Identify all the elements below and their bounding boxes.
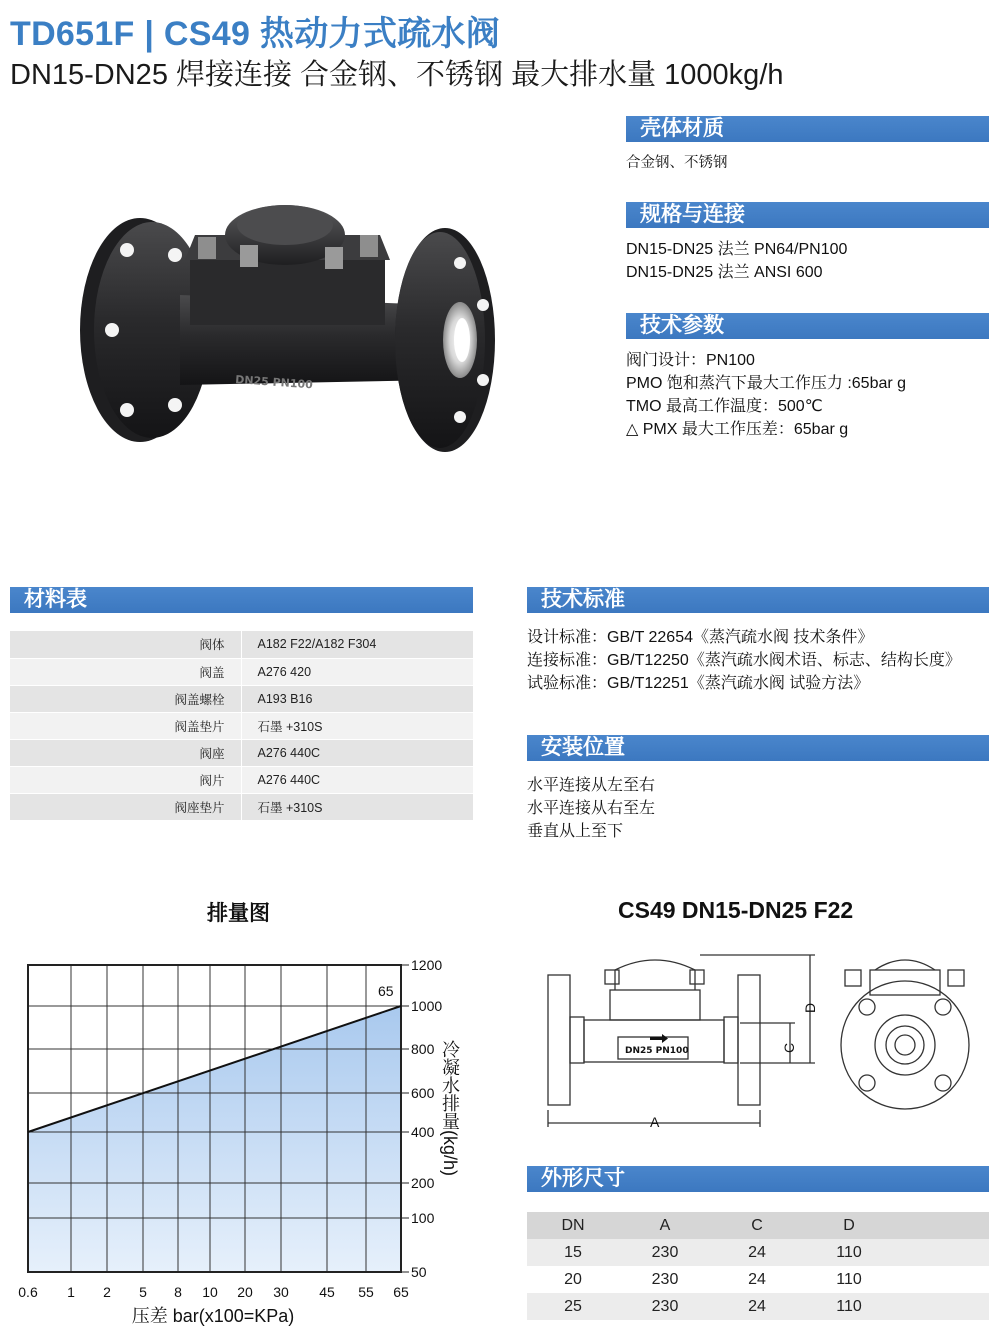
- dimension-cell: 230: [619, 1293, 711, 1320]
- dimension-column-header: A: [619, 1212, 711, 1239]
- standard-line: 连接标准：GB/T12250《蒸汽疏水阀术语、标志、结构长度》: [527, 652, 961, 669]
- chart-x-tick-label: 45: [319, 1284, 335, 1300]
- tech-line: 阀门设计：PN100: [626, 352, 755, 369]
- material-value: A276 420: [241, 658, 473, 685]
- chart-annotation: 65: [378, 983, 394, 999]
- material-row: [10, 658, 473, 685]
- dimension-cell: 230: [619, 1266, 711, 1293]
- tech-line: TMO 最高工作温度：500℃: [626, 398, 823, 415]
- dimension-blank-header: [895, 1212, 989, 1239]
- section-standards: [527, 587, 989, 613]
- body-material-text: [626, 152, 728, 175]
- section-install: [527, 735, 989, 761]
- section-materials: [10, 587, 473, 613]
- dimension-cell: 24: [711, 1293, 803, 1320]
- dimension-blank-cell: [895, 1266, 989, 1293]
- capacity-chart: [0, 950, 470, 1329]
- page-subtitle: DN15-DN25 焊接连接 合金钢、不锈钢 最大排水量 1000kg/h: [10, 59, 784, 91]
- material-part: 阀片: [10, 766, 241, 793]
- material-row: [10, 739, 473, 766]
- chart-y-tick-label: 1000: [411, 998, 443, 1014]
- dimension-blank-cell: [895, 1293, 989, 1320]
- dimension-cell: 20: [527, 1266, 619, 1293]
- tech-params-text: [626, 349, 906, 441]
- materials-table: [10, 631, 473, 821]
- material-part: 阀盖垫片: [10, 712, 241, 739]
- install-line: 垂直从上至下: [527, 823, 624, 840]
- material-row: [10, 685, 473, 712]
- material-value: A182 F22/A182 F304: [241, 631, 473, 658]
- chart-y-tick-label: 400: [411, 1124, 435, 1140]
- section-materials-heading: 材料表: [24, 588, 87, 611]
- install-line: 水平连接从左至右: [527, 777, 656, 794]
- section-dimensions: [527, 1166, 989, 1192]
- chart-y-tick-label: 800: [411, 1041, 435, 1057]
- material-value: A193 B16: [241, 685, 473, 712]
- material-value: A276 440C: [241, 739, 473, 766]
- chart-y-tick-label: 600: [411, 1085, 435, 1101]
- chart-y-tick-label: 1200: [411, 957, 443, 973]
- dimension-blank-cell: [895, 1239, 989, 1266]
- section-install-heading: 安装位置: [541, 736, 625, 759]
- dimension-cell: 24: [711, 1266, 803, 1293]
- chart-area-fill: [28, 1006, 401, 1272]
- chart-x-tick-label: 5: [139, 1284, 147, 1300]
- spec-line: DN15-DN25 法兰 PN64/PN100: [626, 241, 848, 258]
- dimension-row: [527, 1266, 989, 1293]
- chart-x-tick-label: 8: [174, 1284, 182, 1300]
- chart-y-tick-label: 200: [411, 1175, 435, 1191]
- section-body-material: [626, 116, 989, 142]
- dimension-row: [527, 1239, 989, 1266]
- section-dimensions-heading: 外形尺寸: [541, 1167, 625, 1190]
- body-marking: DN25 PN100: [234, 373, 314, 392]
- section-spec-heading: 规格与连接: [640, 203, 745, 226]
- dimension-drawing-title: CS49 DN15-DN25 F22: [618, 897, 854, 923]
- material-part: 阀盖螺栓: [10, 685, 241, 712]
- dimension-column-header: C: [711, 1212, 803, 1239]
- chart-y-tick-label: 50: [411, 1264, 427, 1280]
- material-value: A276 440C: [241, 766, 473, 793]
- material-row: [10, 793, 473, 820]
- dimension-cell: 110: [803, 1266, 895, 1293]
- dim-label-d: D: [802, 1002, 818, 1013]
- material-part: 阀盖: [10, 658, 241, 685]
- material-value: 石墨 +310S: [241, 712, 473, 739]
- body-material-line: 合金钢、不锈钢: [626, 155, 728, 171]
- spec-line: DN15-DN25 法兰 ANSI 600: [626, 264, 823, 281]
- standard-line: 试验标准：GB/T12251《蒸汽疏水阀 试验方法》: [527, 675, 870, 692]
- chart-x-tick-label: 30: [273, 1284, 289, 1300]
- tech-line: PMO 饱和蒸汽下最大工作压力 :65bar g: [626, 375, 907, 392]
- dimensions-table: [527, 1212, 989, 1320]
- material-row: [10, 712, 473, 739]
- standards-text: [527, 626, 961, 695]
- drawing-marking: DN25 PN100: [625, 1046, 689, 1056]
- standard-line: 设计标准：GB/T 22654《蒸汽疏水阀 技术条件》: [527, 629, 874, 646]
- material-part: 阀体: [10, 631, 241, 658]
- chart-x-tick-label: 0.6: [18, 1284, 38, 1300]
- page-title: TD651F | CS49 热动力式疏水阀: [10, 15, 501, 53]
- dimension-cell: 110: [803, 1239, 895, 1266]
- product-photo: [70, 195, 510, 495]
- dim-label-a: A: [650, 1114, 660, 1130]
- dimension-column-header: D: [803, 1212, 895, 1239]
- dimension-cell: 25: [527, 1293, 619, 1320]
- dimension-cell: 230: [619, 1239, 711, 1266]
- dimension-cell: 15: [527, 1239, 619, 1266]
- material-part: 阀座: [10, 739, 241, 766]
- dimension-row: [527, 1293, 989, 1320]
- material-value: 石墨 +310S: [241, 793, 473, 820]
- chart-x-tick-label: 10: [202, 1284, 218, 1300]
- chart-x-tick-label: 65: [393, 1284, 409, 1300]
- dim-label-c: C: [781, 1042, 797, 1053]
- section-tech-params: [626, 313, 989, 339]
- material-part: 阀座垫片: [10, 793, 241, 820]
- chart-x-tick-label: 2: [103, 1284, 111, 1300]
- chart-x-tick-label: 55: [358, 1284, 374, 1300]
- section-body-material-heading: 壳体材质: [640, 117, 724, 140]
- tech-line: △ PMX 最大工作压差：65bar g: [626, 421, 849, 438]
- dimension-column-header: DN: [527, 1212, 619, 1239]
- chart-x-axis-label: 压差 bar(x100=KPa): [131, 1306, 295, 1326]
- chart-x-tick-label: 20: [237, 1284, 253, 1300]
- install-line: 水平连接从右至左: [527, 800, 656, 817]
- chart-y-tick-label: 100: [411, 1210, 435, 1226]
- material-row: [10, 766, 473, 793]
- dimension-drawing: [540, 945, 990, 1135]
- chart-title: 排量图: [207, 902, 270, 925]
- chart-y-axis-label: 冷凝水排量(kg/h): [440, 1040, 460, 1177]
- chart-x-tick-label: 1: [67, 1284, 75, 1300]
- spec-connection-text: [626, 238, 847, 284]
- dimension-cell: 24: [711, 1239, 803, 1266]
- material-row: [10, 631, 473, 658]
- section-spec-connection: [626, 202, 989, 228]
- install-text: [527, 774, 655, 843]
- section-standards-heading: 技术标准: [541, 588, 625, 611]
- dimension-cell: 110: [803, 1293, 895, 1320]
- section-tech-heading: 技术参数: [640, 314, 724, 337]
